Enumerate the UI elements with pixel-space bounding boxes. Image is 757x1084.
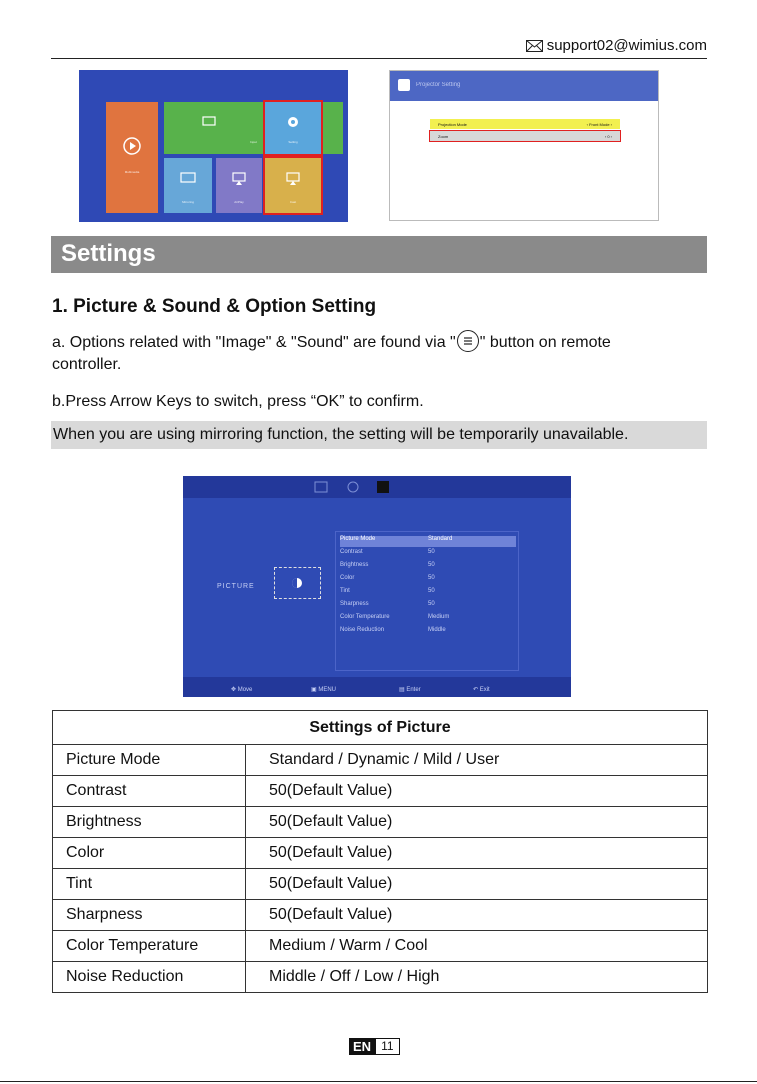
footer-menu-label: MENU	[318, 687, 337, 693]
menu-row-contrast	[340, 549, 516, 560]
table-row	[53, 807, 708, 838]
setting-tile-label: Setting	[288, 140, 298, 144]
header-divider	[51, 58, 707, 59]
table-row	[53, 900, 708, 931]
note-bar	[51, 421, 707, 449]
table-cell-name: Sharpness	[53, 900, 246, 931]
projector-title: Projector Setting	[416, 82, 461, 88]
zoom-value: 0	[607, 133, 610, 139]
menu-row-value: 50	[428, 588, 435, 594]
paragraph-a	[52, 332, 672, 375]
zoom-value-wrap: ‹ 0 ›	[604, 133, 612, 139]
menu-row-value: 50	[428, 562, 435, 568]
table-row	[53, 745, 708, 776]
table-title: Settings of Picture	[53, 711, 708, 745]
table-row	[53, 869, 708, 900]
projector-title-bar	[390, 71, 658, 101]
setting-tile	[265, 102, 321, 154]
table-cell-name: Brightness	[53, 807, 246, 838]
table-cell-value: Middle / Off / Low / High	[246, 962, 708, 993]
table-row	[53, 962, 708, 993]
table-cell-value: 50(Default Value)	[246, 838, 708, 869]
table-cell-name: Picture Mode	[53, 745, 246, 776]
home-screen-screenshot	[79, 70, 348, 222]
brightness-icon	[289, 575, 305, 591]
paragraph-a-before: a. Options related with "Image" & "Sound" are found via "	[52, 334, 456, 352]
table-row	[53, 776, 708, 807]
menu-row-value: 50	[428, 549, 435, 555]
cast-tile-label: Cast	[289, 200, 297, 204]
menu-row-value: Middle	[428, 627, 446, 633]
picture-menu-screenshot	[183, 476, 571, 697]
picture-menu-label: PICTURE	[217, 583, 255, 590]
menu-row-picture-mode	[340, 536, 516, 547]
menu-row-key: Color	[340, 575, 355, 581]
menu-row-key: Sharpness	[340, 601, 369, 607]
zoom-label: Zoom	[438, 133, 449, 139]
projector-setting-screenshot	[389, 70, 659, 221]
menu-top-bar	[183, 476, 571, 498]
menu-row-noise-reduction	[340, 627, 516, 638]
table-cell-name: Color	[53, 838, 246, 869]
settings-table	[52, 710, 708, 993]
projection-mode-row	[430, 119, 620, 129]
zoom-row	[430, 131, 620, 141]
cast-tile	[265, 158, 321, 213]
table-cell-value: 50(Default Value)	[246, 900, 708, 931]
menu-row-value: Medium	[428, 614, 450, 620]
note-text: When you are using mirroring function, the setting will be temporarily unavailable.	[53, 426, 629, 443]
menu-row-color	[340, 575, 516, 586]
table-row	[53, 838, 708, 869]
footer-enter: ▤ Enter	[399, 687, 421, 693]
menu-row-value: 50	[428, 601, 435, 607]
play-icon	[122, 136, 142, 156]
menu-row-key: Brightness	[340, 562, 369, 568]
projection-mode-value: Front Mode	[589, 121, 610, 127]
menu-row-key: Picture Mode	[340, 536, 376, 542]
menu-footer-bar	[183, 677, 571, 697]
page-badge	[349, 1038, 400, 1055]
menu-button-icon	[457, 330, 479, 352]
paragraph-a-after: " button on remote controller.	[52, 334, 611, 373]
picture-icon-box	[274, 567, 321, 599]
multimedia-tile	[106, 102, 158, 213]
table-cell-name: Contrast	[53, 776, 246, 807]
table-cell-name: Noise Reduction	[53, 962, 246, 993]
table-cell-value: 50(Default Value)	[246, 776, 708, 807]
paragraph-b: b.Press Arrow Keys to switch, press “OK” to confirm.	[52, 393, 424, 410]
footer-enter-label: Enter	[406, 687, 421, 693]
footer-exit-label: Exit	[479, 687, 490, 693]
menu-row-value: Standard	[428, 536, 453, 542]
table-cell-value: Standard / Dynamic / Mild / User	[246, 745, 708, 776]
gear-icon	[286, 115, 300, 129]
projection-mode-label: Projection Mode	[438, 121, 467, 127]
menu-row-brightness	[340, 562, 516, 573]
menu-row-key: Tint	[340, 588, 350, 594]
table-cell-name: Color Temperature	[53, 931, 246, 962]
menu-row-sharpness	[340, 601, 516, 612]
menu-row-key: Noise Reduction	[340, 627, 385, 633]
menu-row-key: Color Temperature	[340, 614, 390, 620]
language-badge: EN	[349, 1038, 375, 1055]
email-text: support02@wimius.com	[546, 37, 707, 54]
table-row	[53, 931, 708, 962]
multimedia-tile-label: Multimedia	[124, 170, 140, 174]
table-cell-name: Tint	[53, 869, 246, 900]
menu-tab-icons	[313, 480, 393, 494]
page-number: 11	[375, 1038, 399, 1055]
footer-exit: ↶ Exit	[473, 687, 490, 693]
input-icon	[202, 116, 216, 126]
footer-move-label: Move	[237, 687, 253, 693]
menu-row-color-temperature	[340, 614, 516, 625]
projector-icon	[398, 79, 410, 91]
section-title: Settings	[61, 240, 156, 267]
table-cell-value: 50(Default Value)	[246, 869, 708, 900]
footer-menu: ▣ MENU	[311, 687, 337, 693]
input-tile-label: Input	[250, 140, 257, 144]
mirror-icon	[180, 172, 196, 184]
airplay-tile	[216, 158, 262, 213]
section-bar	[51, 236, 707, 273]
table-cell-value: 50(Default Value)	[246, 807, 708, 838]
footer-divider	[0, 1081, 757, 1082]
menu-row-value: 50	[428, 575, 435, 581]
menu-row-tint	[340, 588, 516, 599]
section-heading: 1. Picture & Sound & Option Setting	[52, 296, 377, 317]
mail-icon	[526, 40, 543, 52]
projection-mode-value-wrap: ‹ Front Mode ›	[586, 121, 612, 127]
mirroring-tile-label: Mirroring	[182, 200, 194, 204]
table-cell-value: Medium / Warm / Cool	[246, 931, 708, 962]
footer-move: ✥ Move	[231, 687, 253, 693]
airplay-tile-label: AirPlay	[234, 200, 244, 204]
mirroring-tile	[164, 158, 212, 213]
header-email	[526, 37, 707, 54]
menu-row-key: Contrast	[340, 549, 363, 555]
airplay-icon	[232, 172, 246, 186]
picture-settings-panel	[335, 531, 519, 671]
cast-icon	[286, 172, 300, 186]
